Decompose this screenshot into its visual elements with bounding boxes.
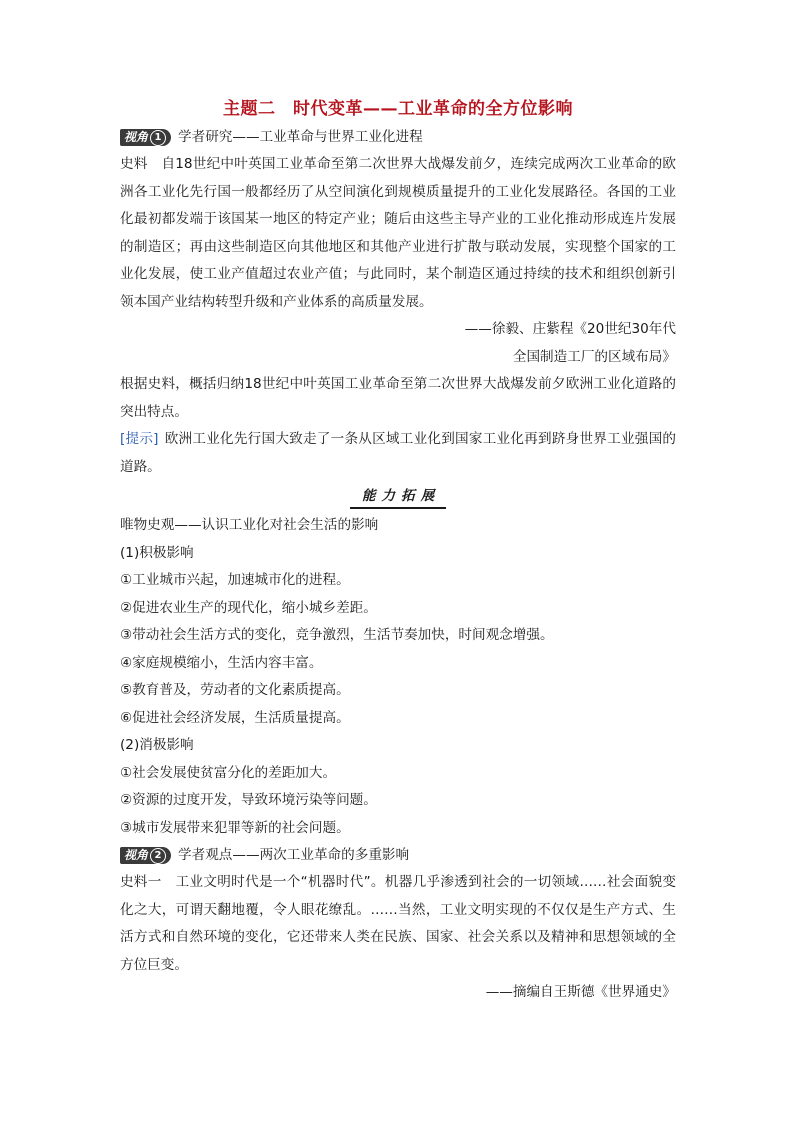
list-item: ④家庭规模缩小，生活内容丰富。: [120, 654, 323, 671]
view2-badge-text: 视角: [124, 847, 149, 862]
document-content: [120, 96, 676, 1007]
list-item: ⑥促进社会经济发展，生活质量提高。: [120, 709, 350, 726]
view1-question: 根据史料，概括归纳18世纪中叶英国工业革命至第二次世界大战爆发前夕欧洲工业化道路的突出特点。: [120, 376, 676, 420]
view1-citation-line2: 全国制造工厂的区域布局》: [512, 348, 676, 365]
view1-source-text: 自18世纪中叶英国工业革命至第二次世界大战爆发前夕，连续完成两次工业革命的欧洲各工业化先行国一般都经历了从空间演化到规模质量提升的工业化发展路径。各国的工业化最初都发端于该国某一地区的特定产业；随后由这些主导产业的工业化推动形成连片发展的制造区；再由这些制造区向其他地区和其他产业进行扩散与联动发展，实现整个国家的工业化发展，使工业产值超过农业产值；与此同时，某个制造区通过持续的技术和组织创新引领本国产业结构转型升级和产业体系的高质量发展。: [120, 156, 677, 310]
positive-label: (1)积极影响: [120, 544, 194, 561]
list-item: ⑤教育普及，劳动者的文化素质提高。: [120, 682, 350, 698]
list-item: ②资源的过度开发，导致环境污染等问题。: [120, 792, 377, 808]
negative-label: (2)消极影响: [120, 737, 194, 753]
list-item: ①社会发展使贫富分化的差距加大。: [120, 764, 337, 781]
view2-badge-number: 2: [150, 848, 166, 864]
list-item: ③城市发展带来犯罪等新的社会问题。: [120, 819, 350, 836]
view2-heading: 学者观点——两次工业革命的多重影响: [178, 846, 410, 863]
view1-heading: 学者研究——工业革命与世界工业化进程: [178, 128, 423, 145]
view2-source: [120, 869, 676, 979]
view2-source-label: 史料一: [120, 874, 162, 890]
view1-badge: [120, 129, 171, 146]
view1-hint: [120, 426, 676, 481]
view1-heading-line: [120, 124, 676, 151]
view1-citation-line1: ——徐毅、庄紫程《20世纪30年代: [464, 321, 676, 337]
view1-badge-text: 视角: [124, 129, 149, 144]
extension-intro: 唯物史观——认识工业化对社会生活的影响: [120, 517, 379, 533]
view2-source-text: 工业文明时代是一个“机器时代”。机器几乎渗透到社会的一切领域……社会面貌变化之大，可谓天翻地覆，令人眼花缭乱。……当然，工业文明实现的不仅仅是生产方式、生活方式和自然环境的变化，它还带来人类在民族、国家、社会关系以及精神和思想领域的全方位巨变。: [120, 874, 677, 973]
view2-citation: ——摘编自王斯德《世界通史》: [485, 984, 676, 1000]
list-item: ①工业城市兴起，加速城市化的进程。: [120, 572, 350, 588]
view2-badge: [120, 847, 171, 864]
extension-heading: 能力拓展: [350, 486, 446, 509]
list-item: ③带动社会生活方式的变化，竞争激烈，生活节奏加快，时间观念增强。: [120, 627, 554, 643]
view1-badge-number: 1: [150, 130, 166, 146]
list-item: ②促进农业生产的现代化，缩小城乡差距。: [120, 599, 377, 616]
view1-source-label: 史料: [120, 156, 148, 172]
hint-label: [提示]: [120, 431, 159, 447]
view1-source: [120, 151, 676, 316]
hint-text: 欧洲工业化先行国大致走了一条从区域工业化到国家工业化再到跻身世界工业强国的道路。: [120, 431, 677, 475]
page-title: 主题二 时代变革——工业革命的全方位影响: [223, 99, 573, 119]
view2-heading-line: [120, 842, 676, 869]
extension-heading-wrap: [120, 485, 676, 509]
